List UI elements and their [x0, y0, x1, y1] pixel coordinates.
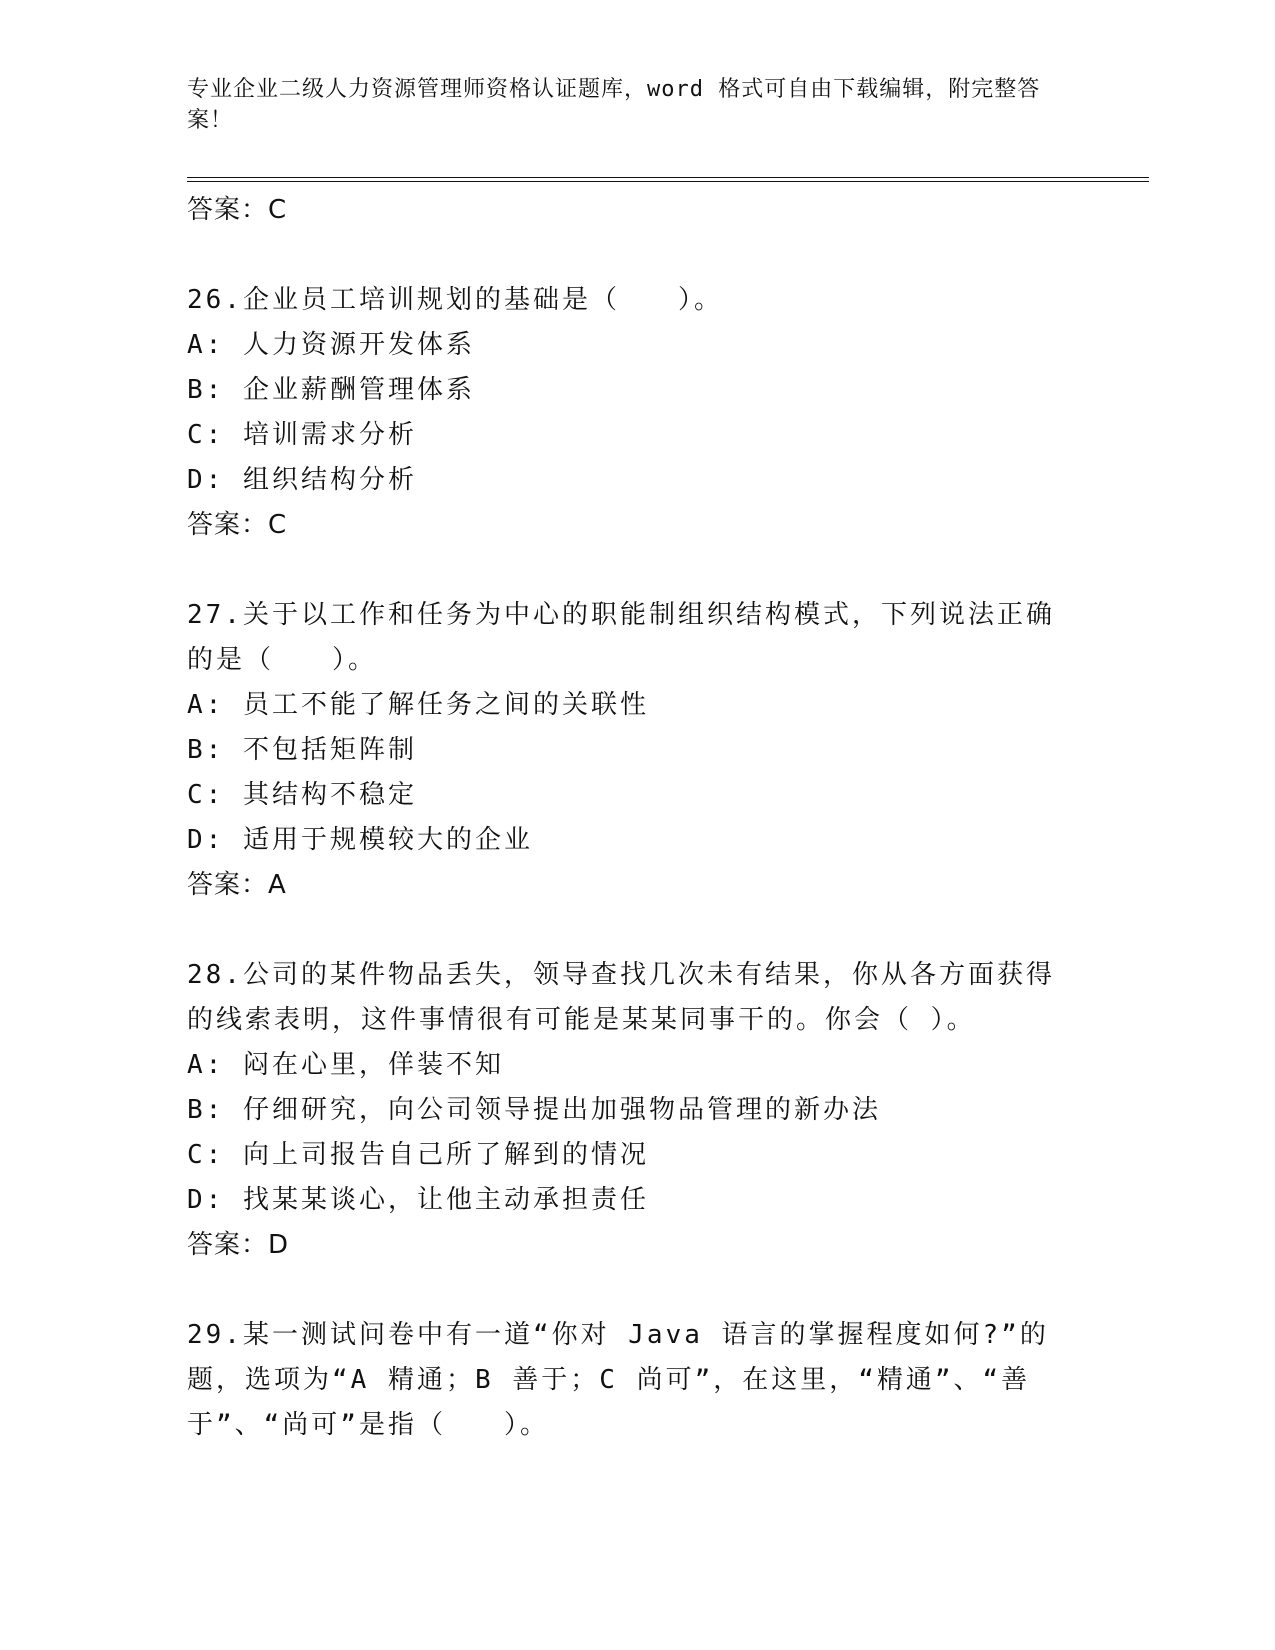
question-stem: 29.某一测试问卷中有一道“你对 Java 语言的掌握程度如何?”的题，选项为“A 精通；B 善于；C 尚可”，在这里，“精通”、“善于”、“尚可”是指（ ）。 [187, 1320, 1049, 1440]
answer-line: 答案：C [187, 195, 288, 225]
answer-line: 答案：C [187, 510, 288, 540]
option-d: D: 组织结构分析 [187, 465, 417, 495]
option-a: A: 人力资源开发体系 [187, 330, 475, 360]
option-c: C: 其结构不稳定 [187, 780, 417, 810]
question-block [187, 593, 1067, 907]
page-header: 专业企业二级人力资源管理师资格认证题库，word 格式可自由下载编辑，附完整答案！ [187, 77, 1041, 133]
header-divider-line [187, 177, 1149, 178]
option-d: D: 找某某谈心，让他主动承担责任 [187, 1185, 649, 1215]
question-stem: 27.关于以工作和任务为中心的职能制组织结构模式，下列说法正确的是（ ）。 [187, 600, 1055, 675]
answer-line: 答案：A [187, 870, 287, 900]
question-block [187, 1313, 1067, 1448]
option-c: C: 向上司报告自己所了解到的情况 [187, 1140, 649, 1170]
question-stem: 28.公司的某件物品丢失，领导查找几次未有结果，你从各方面获得的线索表明，这件事情很有可能是某某同事干的。你会（ ）。 [187, 960, 1055, 1035]
answer-line: 答案：D [187, 1230, 290, 1260]
question-stem: 26.企业员工培训规划的基础是（ ）。 [187, 285, 723, 315]
option-a: A: 员工不能了解任务之间的关联性 [187, 690, 649, 720]
option-d: D: 适用于规模较大的企业 [187, 825, 533, 855]
question-block [187, 953, 1067, 1267]
header-divider-line-second [187, 181, 1149, 182]
option-b: B: 不包括矩阵制 [187, 735, 417, 765]
option-b: B: 企业薪酬管理体系 [187, 375, 475, 405]
question-list [187, 188, 1067, 1448]
option-a: A: 闷在心里，佯装不知 [187, 1050, 504, 1080]
question-block [187, 278, 1067, 547]
option-c: C: 培训需求分析 [187, 420, 417, 450]
option-b: B: 仔细研究，向公司领导提出加强物品管理的新办法 [187, 1095, 881, 1125]
